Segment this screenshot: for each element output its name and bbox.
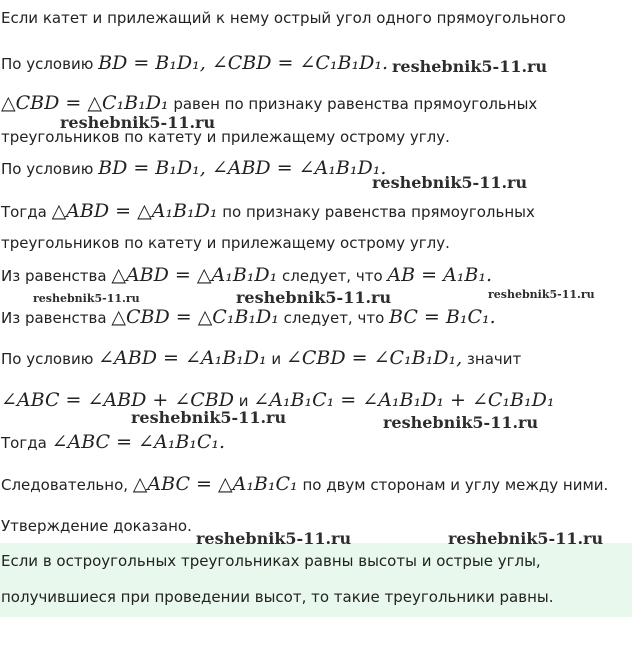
watermark: reshebnik5-11.ru [60,113,216,132]
watermark: reshebnik5-11.ru [372,173,528,192]
text-line-11: ∠ABC = ∠ABD + ∠CBD и ∠A₁B₁C₁ = ∠A₁B₁D₁ + ∠C₁B₁D₁ [1,389,555,411]
watermark: reshebnik5-11.ru [488,288,595,301]
math-expression: △ABD = △A₁B₁D₁ [111,264,278,286]
text-line-14: Утверждение доказано. [1,517,192,535]
text-line-12: Тогда ∠ABC = ∠A₁B₁C₁. [1,431,226,453]
math-expression: ∠ABD = ∠A₁B₁D₁ [98,347,267,369]
text-line-4: треугольников по катету и прилежащему острому углу. [1,128,450,146]
math-expression: ∠CBD = ∠C₁B₁D₁, [285,347,463,369]
text-line-10: По условию ∠ABD = ∠A₁B₁D₁ и ∠CBD = ∠C₁B₁D₁, значит [1,347,522,369]
math-expression: BD = B₁D₁, ∠CBD = ∠C₁B₁D₁. [98,52,389,74]
text-line-9: Из равенства △CBD = △C₁B₁D₁ следует, что BC = B₁C₁. [1,306,496,328]
math-expression: BC = B₁C₁. [389,306,496,328]
math-expression: AB = A₁B₁. [387,264,493,286]
task-line-1: Если в остроугольных треугольниках равны высоты и острые углы, [1,552,541,570]
watermark: reshebnik5-11.ru [236,288,392,307]
watermark: reshebnik5-11.ru [33,292,140,305]
math-expression: ∠ABC = ∠ABD + ∠CBD [1,389,234,411]
watermark: reshebnik5-11.ru [448,529,604,548]
math-expression: △ABD = △A₁B₁D₁ [51,200,218,222]
watermark: reshebnik5-11.ru [196,529,352,548]
math-expression: ∠A₁B₁C₁ = ∠A₁B₁D₁ + ∠C₁B₁D₁ [253,389,555,411]
task-line-2: получившиеся при проведении высот, то такие треугольники равны. [1,588,554,606]
math-expression: △CBD = △C₁B₁D₁ [1,92,169,114]
text-line-5: По условию BD = B₁D₁, ∠ABD = ∠A₁B₁D₁. [1,157,387,179]
math-expression: △CBD = △C₁B₁D₁ [111,306,279,328]
text-line-13: Следовательно, △ABC = △A₁B₁C₁ по двум сторонам и углу между ними. [1,473,609,495]
watermark: reshebnik5-11.ru [383,413,539,432]
text-line-6: Тогда △ABD = △A₁B₁D₁ по признаку равенства прямоугольных [1,200,535,222]
text-line-2: По условию BD = B₁D₁, ∠CBD = ∠C₁B₁D₁. [1,52,389,74]
text-line-8: Из равенства △ABD = △A₁B₁D₁ следует, что AB = A₁B₁. [1,264,493,286]
math-expression: ∠ABC = ∠A₁B₁C₁. [51,431,226,453]
text-line-1: Если катет и прилежащий к нему острый угол одного прямоугольного [1,9,566,27]
text-line-7: треугольников по катету и прилежащему острому углу. [1,234,450,252]
math-expression: BD = B₁D₁, ∠ABD = ∠A₁B₁D₁. [98,157,387,179]
math-expression: △ABC = △A₁B₁C₁ [132,473,298,495]
watermark: reshebnik5-11.ru [392,57,548,76]
watermark: reshebnik5-11.ru [131,408,287,427]
text-line-3: △CBD = △C₁B₁D₁ равен по признаку равенства прямоугольных [1,92,538,114]
